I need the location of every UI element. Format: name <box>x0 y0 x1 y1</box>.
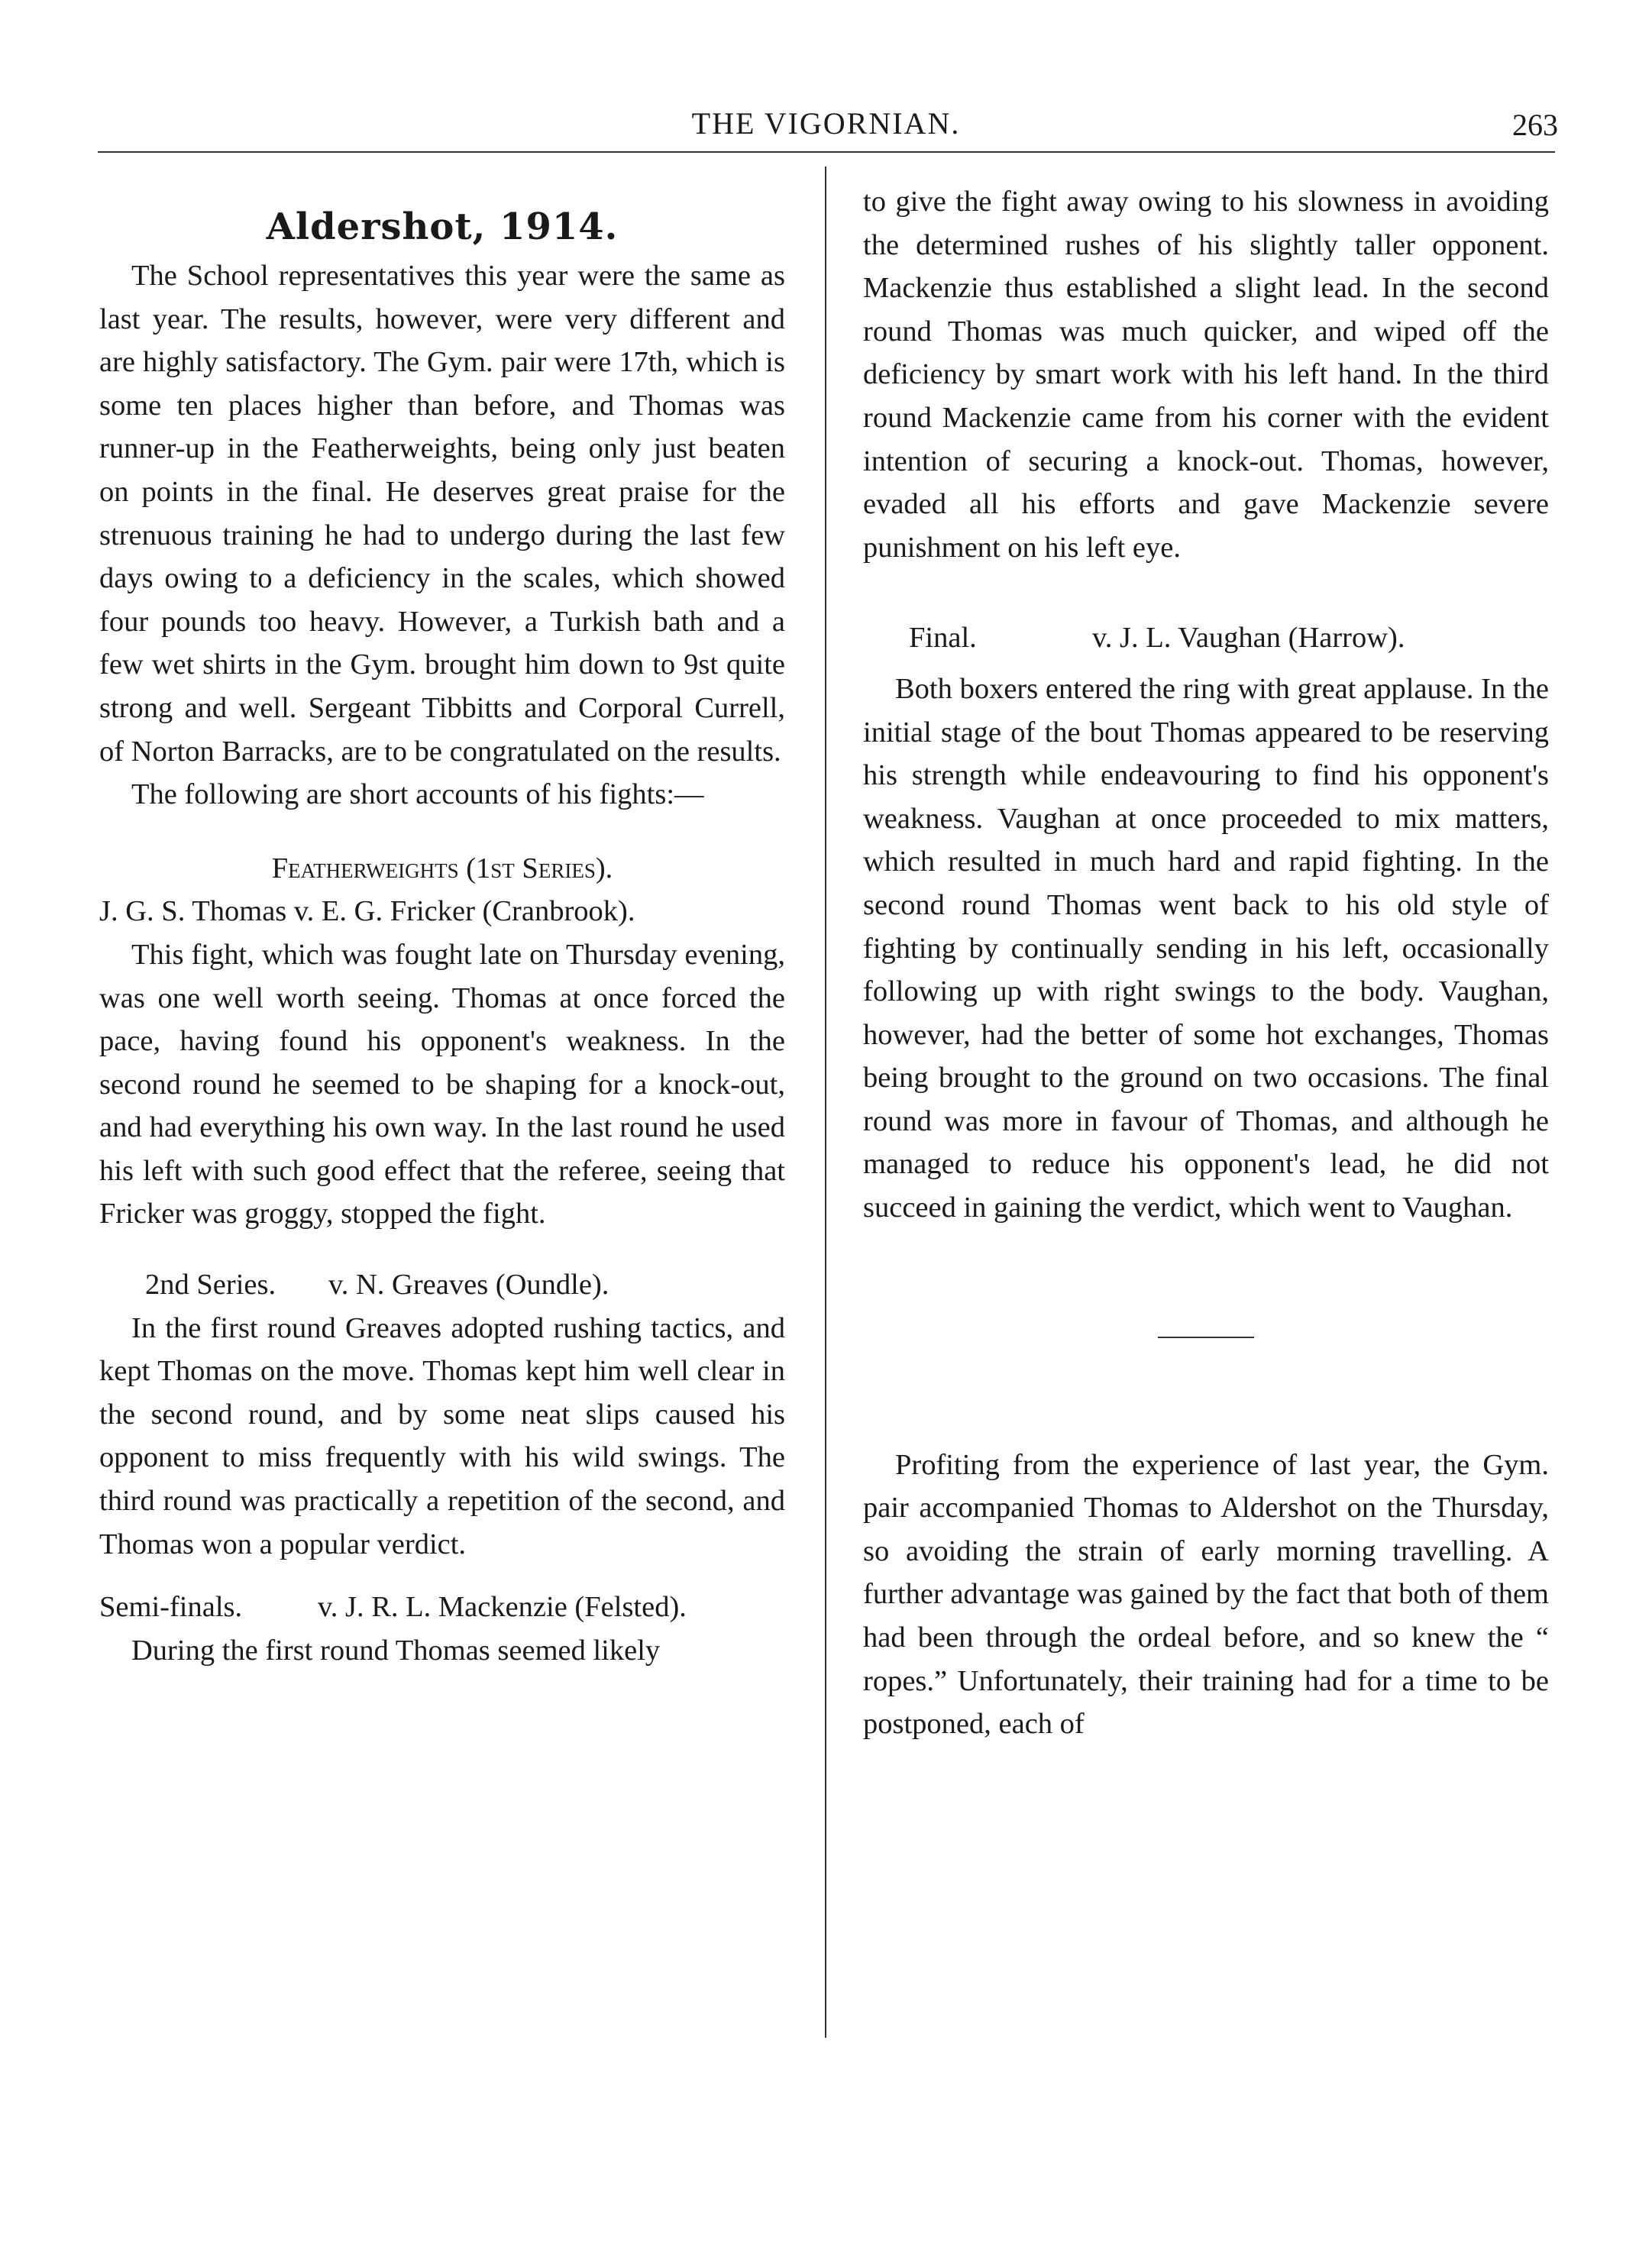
gym-pair-paragraph: Profiting from the experience of last year, the Gym. pair accompanied Thomas to Aldershot on the Thursday, so avoiding the strain of early morning travelling. A further advantage was gained by the fact that both of them had been through the ordeal before, and so knew the “ ropes.” Unfortunately, their training had for a time to be postponed, each of <box>863 1448 1550 1741</box>
series1-matchup: J. G. S. Thomas v. E. G. Fricker (Cranbrook). <box>99 895 635 928</box>
final-account: Both boxers entered the ring with great applause. In the initial stage of the bout Thomas appeared to be reserving his strength while endeavouring to find his opponent's weakness. Vaughan at once proceeded to mix matters, which resulted in much hard and rapid fighting. In the second round Thomas went back to his old style of fighting by continually sending in his left, occasionally following up with right swings to the body. Vaughan, however, had the better of some hot exchanges, Thomas being brought to the ground on two occasions. The final round was more in favour of Thomas, and although he managed to reduce his opponent's lead, he did not succeed in gaining the verdict, which went to Vaughan. <box>863 672 1549 1224</box>
running-header-title: THE VIGORNIAN. <box>691 106 961 141</box>
series2-account: In the first round Greaves adopted rushing tactics, and kept Thomas on the move. Thomas kept him well clear in the second round, and by some neat slips caused his opponent to miss frequently with his wild swings. The third round was practically a repetition of the second, and Thomas won a popular verdict. <box>99 1311 785 1560</box>
final-heading <box>863 616 1549 660</box>
series1-account: This fight, which was fought late on Thursday evening, was one well worth seeing. Thomas at once forced the pace, having found his opponent's weakness. In the second round he seemed to be shaping for a knock-out, and had everything his own way. In the last round he used his left with such good effect that the referee, seeing that Fricker was groggy, stopped the fight. <box>99 938 785 1230</box>
page-number: 263 <box>1512 108 1558 142</box>
column-divider <box>825 167 826 2038</box>
featherweights-heading: Featherweights (1st Series). <box>271 852 613 884</box>
final-opponent: v. J. L. Vaughan (Harrow). <box>1092 622 1405 655</box>
semifinal-account-part2: to give the fight away owing to his slowness in avoiding the determined rushes of his slightly taller opponent. Mackenzie thus established a slight lead. In the second round Thomas was much quicker, and wiped off the deficiency by smart work with his left hand. In the third round Mackenzie came from his corner with the evident intention of securing a knock-out. Thomas, however, evaded all his efforts and gave Mackenzie severe punishment on his left eye. <box>863 186 1549 564</box>
final-label: Final. <box>909 622 977 655</box>
semifinal-heading <box>99 1586 785 1629</box>
series2-opponent: v. N. Greaves (Oundle). <box>328 1269 609 1301</box>
semifinal-account-part1: During the first round Thomas seemed likely <box>131 1634 661 1667</box>
article-title: Aldershot, 1914. <box>266 205 619 248</box>
intro-paragraph: The School representatives this year were the same as last year. The results, however, were very different and are highly satisfactory. The Gym. pair were 17th, which is some ten places higher than before, and Thomas was runner-up in the Featherweights, being only just beaten on points in the final. He deserves great praise for the strenuous training he had to undergo during the last few days owing to a deficiency in the scales, which showed four pounds too heavy. However, a Turkish bath and a few wet shirts in the Gym. brought him down to 9st quite strong and well. Sergeant Tibbitts and Corporal Currell, of Norton Barracks, are to be congratulated on the results. <box>99 260 785 768</box>
fights-intro-paragraph: The following are short accounts of his fights:— <box>131 778 704 811</box>
left-column <box>99 202 785 1672</box>
header-rule <box>98 151 1555 153</box>
right-column <box>863 180 1549 1746</box>
series2-label: 2nd Series. <box>145 1269 276 1301</box>
semifinal-opponent: v. J. R. L. Mackenzie (Felsted). <box>318 1591 687 1624</box>
series2-heading <box>99 1263 785 1307</box>
semifinal-label: Semi-finals. <box>99 1591 243 1624</box>
